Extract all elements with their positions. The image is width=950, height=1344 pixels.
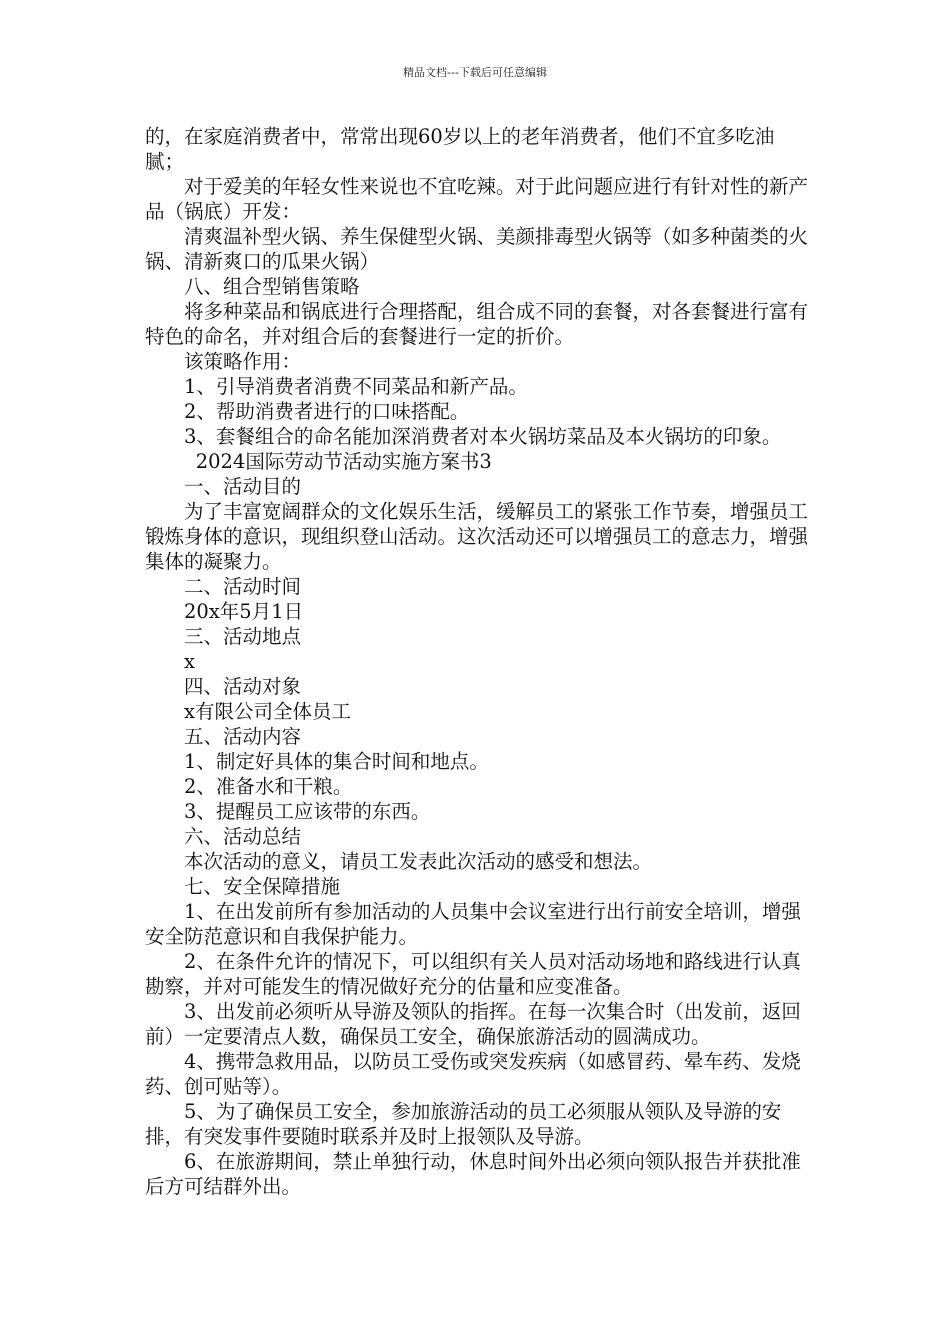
list-item: 1、在出发前所有参加活动的人员集中会议室进行出行前安全培训，增强安全防范意识和自我保护能力。 (145, 900, 801, 948)
list-item: 5、为了确保员工安全，参加旅游活动的员工必须服从领队及导游的安排，有突发事件要随时联系并及时上报领队及导游。 (145, 1100, 782, 1148)
list-item-text: 3、套餐组合的命名能加深消费者对本火锅坊菜品及本火锅坊的印象。 (184, 425, 782, 448)
section-heading: 三、活动地点 (184, 625, 302, 648)
paragraph: 清爽温补型火锅、养生保健型火锅、美颜排毒型火锅等（如多种菌类的火锅、清新爽口的瓜果火锅） (145, 225, 809, 273)
document-body (145, 124, 810, 1199)
paragraph: 该策略作用： (184, 350, 302, 373)
paragraph: 为了丰富宽阔群众的文化娱乐生活，缓解员工的紧张工作节奏，增强员工锻炼身体的意识，现组织登山活动。这次活动还可以增强员工的意志力，增强集体的凝聚力。 (145, 500, 809, 573)
section-heading: 五、活动内容 (184, 725, 302, 748)
list-item: 4、携带急救用品，以防员工受伤或突发疾病（如感冒药、晕车药、发烧药、创可贴等）。 (145, 1050, 801, 1098)
paragraph: x (184, 650, 195, 673)
paragraph: 的，在家庭消费者中，常常出现60岁以上的老年消费者，他们不宜多吃油腻； (145, 125, 775, 173)
section-heading: 四、活动对象 (184, 675, 302, 698)
paragraph: 本次活动的意义，请员工发表此次活动的感受和想法。 (184, 850, 653, 873)
paragraph: x有限公司全体员工 (184, 700, 351, 723)
list-item: 2、在条件允许的情况下，可以组织有关人员对活动场地和路线进行认真勘察，并对可能发生的情况做好充分的估量和应变准备。 (145, 950, 801, 998)
list-item (145, 424, 810, 474)
list-item: 3、出发前必须听从导游及领队的指挥。在每一次集合时（出发前，返回前）一定要清点人数，确保员工安全，确保旅游活动的圆满成功。 (145, 1000, 801, 1048)
paragraph: 对于爱美的年轻女性来说也不宜吃辣。对于此问题应进行有针对性的新产品（锅底）开发： (145, 175, 809, 223)
section-heading: 六、活动总结 (184, 825, 302, 848)
section-heading: 七、安全保障措施 (184, 875, 341, 898)
paragraph: 将多种菜品和锅底进行合理搭配，组合成不同的套餐，对各套餐进行富有特色的命名，并对组合后的套餐进行一定的折价。 (145, 300, 809, 348)
list-item: 1、制定好具体的集合时间和地点。 (184, 750, 489, 773)
list-item: 2、准备水和干粮。 (184, 775, 353, 798)
list-item: 6、在旅游期间，禁止单独行动，休息时间外出必须向领队报告并获批准后方可结群外出。 (145, 1150, 801, 1198)
section-heading: 八、组合型销售策略 (184, 275, 360, 298)
paragraph: 20x年5月1日 (184, 600, 304, 623)
section-heading: 二、活动时间 (184, 575, 302, 598)
list-item: 2、帮助消费者进行的口味搭配。 (184, 400, 470, 423)
section-heading: 一、活动目的 (184, 475, 302, 498)
document-title: 2024国际劳动节活动实施方案书3 (195, 450, 492, 473)
list-item: 1、引导消费者消费不同菜品和新产品。 (184, 375, 528, 398)
list-item: 3、提醒员工应该带的东西。 (184, 800, 431, 823)
page-header: 精品文档---下载后可任意编辑 (403, 66, 547, 79)
